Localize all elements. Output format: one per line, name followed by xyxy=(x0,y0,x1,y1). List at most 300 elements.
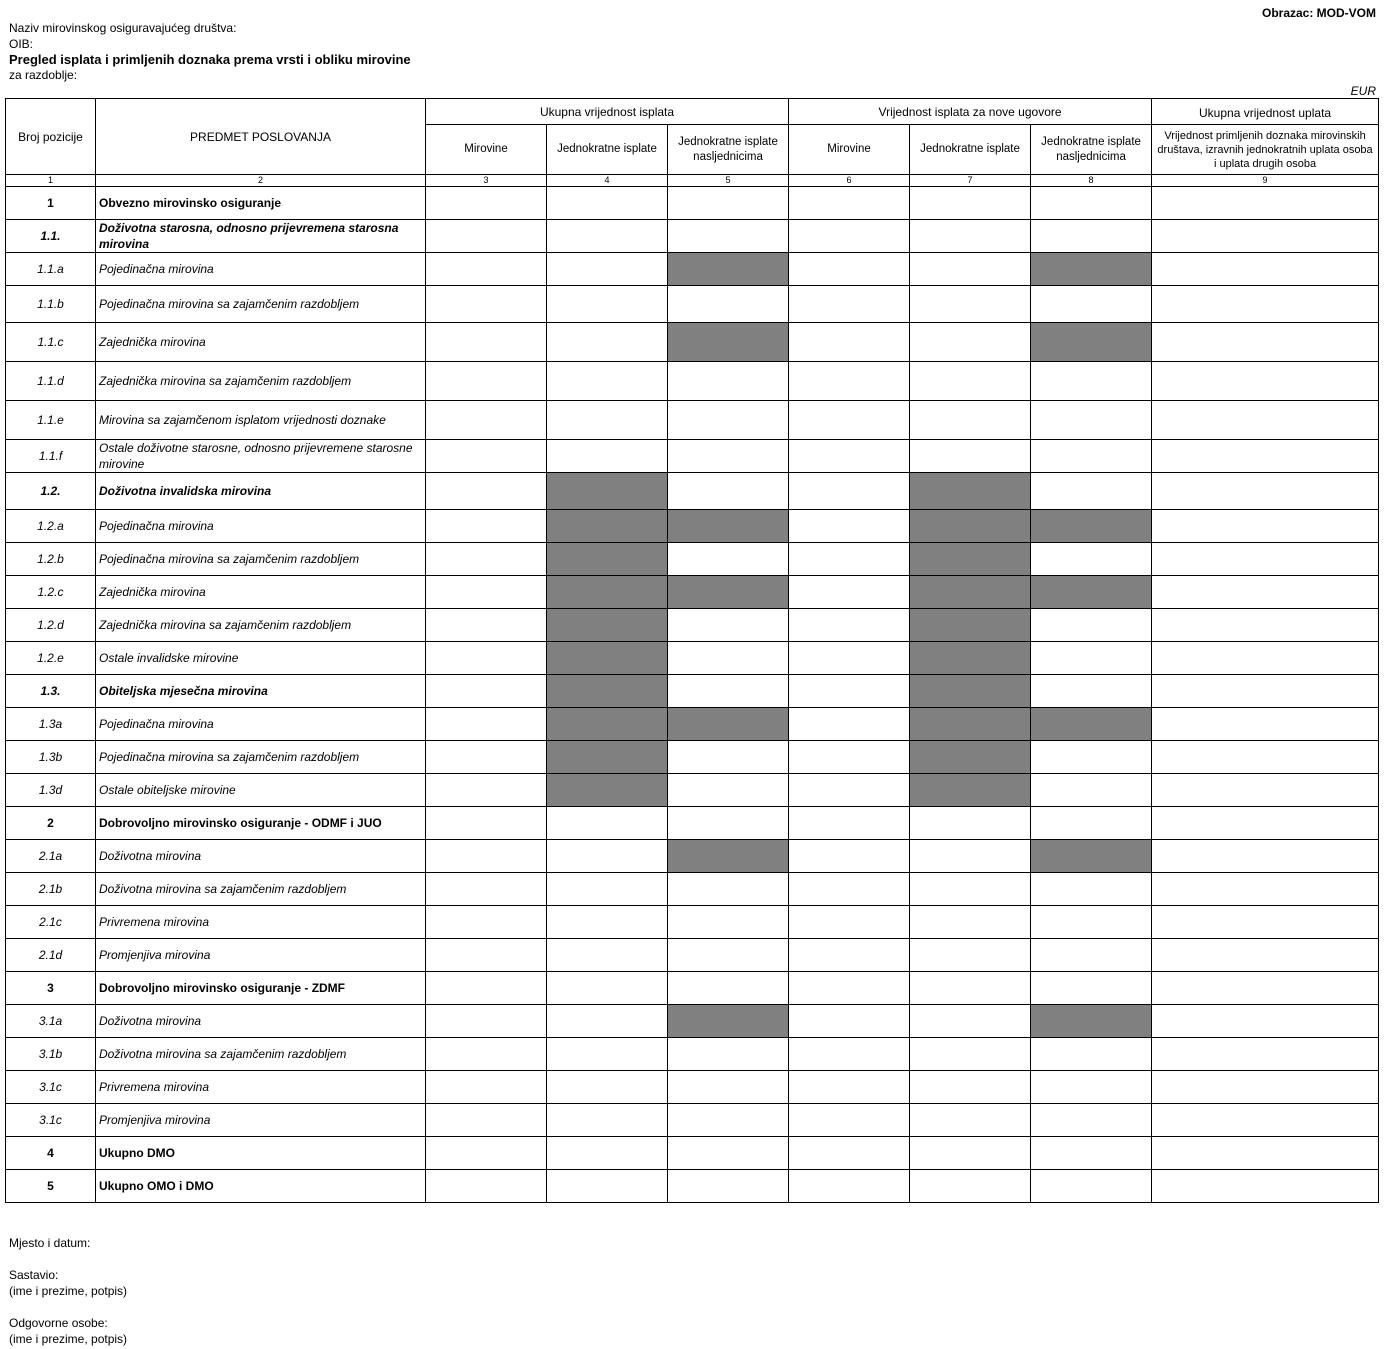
value-cell[interactable] xyxy=(910,840,1031,873)
value-cell[interactable] xyxy=(426,906,547,939)
row-position: 2.1a xyxy=(6,840,96,873)
value-cell[interactable] xyxy=(426,576,547,609)
value-cell[interactable] xyxy=(1152,906,1379,939)
value-cell[interactable] xyxy=(547,220,668,253)
value-cell[interactable] xyxy=(547,1038,668,1071)
header-pensions: Mirovine xyxy=(789,125,910,175)
value-cell[interactable] xyxy=(1031,642,1152,675)
form-code: Obrazac: MOD-VOM xyxy=(1261,6,1376,20)
table-row xyxy=(6,1137,1379,1170)
value-cell[interactable] xyxy=(547,840,668,873)
value-cell[interactable] xyxy=(1031,286,1152,323)
row-position: 1.1.b xyxy=(6,286,96,323)
value-cell[interactable] xyxy=(668,642,789,675)
value-cell[interactable] xyxy=(1152,1071,1379,1104)
value-cell[interactable] xyxy=(668,873,789,906)
row-position: 1.3d xyxy=(6,774,96,807)
shaded-cell xyxy=(910,708,1031,741)
value-cell[interactable] xyxy=(668,741,789,774)
value-cell[interactable] xyxy=(1152,939,1379,972)
row-label: Zajednička mirovina sa zajamčenim razdobljem xyxy=(96,609,426,642)
value-cell[interactable] xyxy=(426,1071,547,1104)
column-numbers-row xyxy=(6,175,1379,187)
table-row xyxy=(6,1071,1379,1104)
report-title: Pregled isplata i primljenih doznaka prema vrsti i obliku mirovine xyxy=(9,52,411,67)
value-cell[interactable] xyxy=(910,906,1031,939)
shaded-cell xyxy=(910,774,1031,807)
row-label: Ostale invalidske mirovine xyxy=(96,642,426,675)
value-cell[interactable] xyxy=(1152,840,1379,873)
value-cell[interactable] xyxy=(1031,972,1152,1005)
row-label: Pojedinačna mirovina xyxy=(96,510,426,543)
shaded-cell xyxy=(910,576,1031,609)
value-cell[interactable] xyxy=(789,840,910,873)
value-cell[interactable] xyxy=(789,401,910,440)
value-cell[interactable] xyxy=(426,1038,547,1071)
value-cell[interactable] xyxy=(1152,440,1379,473)
value-cell[interactable] xyxy=(1152,1038,1379,1071)
shaded-cell xyxy=(547,543,668,576)
value-cell[interactable] xyxy=(547,906,668,939)
row-position: 3.1c xyxy=(6,1071,96,1104)
value-cell[interactable] xyxy=(1031,1104,1152,1137)
value-cell[interactable] xyxy=(910,253,1031,286)
value-cell[interactable] xyxy=(789,906,910,939)
row-label: Privremena mirovina xyxy=(96,1071,426,1104)
value-cell[interactable] xyxy=(789,708,910,741)
value-cell[interactable] xyxy=(1031,741,1152,774)
table-row xyxy=(6,807,1379,840)
value-cell[interactable] xyxy=(1031,906,1152,939)
value-cell[interactable] xyxy=(1031,401,1152,440)
table-row xyxy=(6,609,1379,642)
value-cell[interactable] xyxy=(789,1005,910,1038)
table-row xyxy=(6,708,1379,741)
row-position: 3 xyxy=(6,972,96,1005)
value-cell[interactable] xyxy=(1031,807,1152,840)
value-cell[interactable] xyxy=(1031,1071,1152,1104)
value-cell[interactable] xyxy=(426,220,547,253)
value-cell[interactable] xyxy=(1152,807,1379,840)
value-cell[interactable] xyxy=(668,1137,789,1170)
value-cell[interactable] xyxy=(426,840,547,873)
shaded-cell xyxy=(668,253,789,286)
row-label: Pojedinačna mirovina xyxy=(96,253,426,286)
value-cell[interactable] xyxy=(426,510,547,543)
value-cell[interactable] xyxy=(426,1005,547,1038)
value-cell[interactable] xyxy=(910,972,1031,1005)
value-cell[interactable] xyxy=(668,774,789,807)
value-cell[interactable] xyxy=(547,187,668,220)
value-cell[interactable] xyxy=(1152,774,1379,807)
value-cell[interactable] xyxy=(426,708,547,741)
value-cell[interactable] xyxy=(1031,1038,1152,1071)
value-cell[interactable] xyxy=(668,362,789,401)
table-row xyxy=(6,774,1379,807)
value-cell[interactable] xyxy=(426,362,547,401)
period-label: za razdoblje: xyxy=(9,68,78,82)
value-cell[interactable] xyxy=(426,972,547,1005)
value-cell[interactable] xyxy=(789,543,910,576)
value-cell[interactable] xyxy=(426,609,547,642)
value-cell[interactable] xyxy=(789,972,910,1005)
value-cell[interactable] xyxy=(426,774,547,807)
value-cell[interactable] xyxy=(1031,1137,1152,1170)
value-cell[interactable] xyxy=(547,253,668,286)
row-label: Ukupno DMO xyxy=(96,1137,426,1170)
value-cell[interactable] xyxy=(668,675,789,708)
value-cell[interactable] xyxy=(1031,1170,1152,1203)
value-cell[interactable] xyxy=(547,362,668,401)
value-cell[interactable] xyxy=(668,939,789,972)
row-position: 1.3a xyxy=(6,708,96,741)
row-position: 1.1.f xyxy=(6,440,96,473)
value-cell[interactable] xyxy=(910,873,1031,906)
value-cell[interactable] xyxy=(426,401,547,440)
value-cell[interactable] xyxy=(1152,1104,1379,1137)
row-label: Promjenjiva mirovina xyxy=(96,1104,426,1137)
value-cell[interactable] xyxy=(1031,939,1152,972)
shaded-cell xyxy=(910,543,1031,576)
value-cell[interactable] xyxy=(1152,220,1379,253)
value-cell[interactable] xyxy=(1031,220,1152,253)
value-cell[interactable] xyxy=(426,807,547,840)
table-row xyxy=(6,220,1379,253)
value-cell[interactable] xyxy=(426,1170,547,1203)
value-cell[interactable] xyxy=(668,609,789,642)
row-position: 1 xyxy=(6,187,96,220)
shaded-cell xyxy=(910,510,1031,543)
value-cell[interactable] xyxy=(1152,708,1379,741)
shaded-cell xyxy=(910,473,1031,510)
value-cell[interactable] xyxy=(426,253,547,286)
shaded-cell xyxy=(1031,1005,1152,1038)
row-label: Zajednička mirovina xyxy=(96,576,426,609)
value-cell[interactable] xyxy=(1031,187,1152,220)
header-new-contracts: Vrijednost isplata za nove ugovore xyxy=(789,99,1152,125)
value-cell[interactable] xyxy=(910,362,1031,401)
value-cell[interactable] xyxy=(668,1071,789,1104)
value-cell[interactable] xyxy=(426,1137,547,1170)
shaded-cell xyxy=(910,675,1031,708)
value-cell[interactable] xyxy=(1152,401,1379,440)
value-cell[interactable] xyxy=(1152,473,1379,510)
value-cell[interactable] xyxy=(426,187,547,220)
column-number: 9 xyxy=(1152,175,1379,187)
value-cell[interactable] xyxy=(910,286,1031,323)
value-cell[interactable] xyxy=(789,510,910,543)
value-cell[interactable] xyxy=(426,323,547,362)
currency-label: EUR xyxy=(1350,84,1376,98)
shaded-cell xyxy=(668,840,789,873)
header-inflows-detail: Vrijednost primljenih doznaka mirovinskih društava, izravnih jednokratnih uplata osoba i uplata drugih osoba xyxy=(1152,125,1379,175)
compiled-by-hint: (ime i prezime, potpis) xyxy=(9,1284,128,1298)
header-lump-sum: Jednokratne isplate xyxy=(547,125,668,175)
value-cell[interactable] xyxy=(789,220,910,253)
header-position: Broj pozicije xyxy=(6,99,96,175)
header-subject: PREDMET POSLOVANJA xyxy=(96,99,426,175)
column-number: 1 xyxy=(6,175,96,187)
value-cell[interactable] xyxy=(426,1104,547,1137)
value-cell[interactable] xyxy=(426,939,547,972)
header-lump-sum-heirs: Jednokratne isplate nasljednicima xyxy=(668,125,789,175)
value-cell[interactable] xyxy=(789,323,910,362)
table-row xyxy=(6,1104,1379,1137)
value-cell[interactable] xyxy=(789,1038,910,1071)
value-cell[interactable] xyxy=(910,440,1031,473)
row-label: Pojedinačna mirovina xyxy=(96,708,426,741)
value-cell[interactable] xyxy=(547,1005,668,1038)
value-cell[interactable] xyxy=(547,323,668,362)
shaded-cell xyxy=(547,510,668,543)
shaded-cell xyxy=(547,642,668,675)
value-cell[interactable] xyxy=(547,440,668,473)
table-row xyxy=(6,286,1379,323)
row-position: 1.2.b xyxy=(6,543,96,576)
value-cell[interactable] xyxy=(1031,473,1152,510)
value-cell[interactable] xyxy=(547,939,668,972)
row-position: 1.2.c xyxy=(6,576,96,609)
shaded-cell xyxy=(547,741,668,774)
row-label: Ostale doživotne starosne, odnosno prijevremene starosne mirovine xyxy=(96,440,426,473)
company-name-label: Naziv mirovinskog osiguravajućeg društva: xyxy=(9,21,237,35)
header-total-payments: Ukupna vrijednost isplata xyxy=(426,99,789,125)
value-cell[interactable] xyxy=(1152,510,1379,543)
value-cell[interactable] xyxy=(547,401,668,440)
value-cell[interactable] xyxy=(910,220,1031,253)
shaded-cell xyxy=(910,642,1031,675)
value-cell[interactable] xyxy=(1152,741,1379,774)
column-number: 4 xyxy=(547,175,668,187)
value-cell[interactable] xyxy=(668,187,789,220)
value-cell[interactable] xyxy=(1152,576,1379,609)
value-cell[interactable] xyxy=(789,440,910,473)
header-pensions: Mirovine xyxy=(426,125,547,175)
table-row xyxy=(6,510,1379,543)
column-number: 5 xyxy=(668,175,789,187)
table-row xyxy=(6,840,1379,873)
oib-label: OIB: xyxy=(9,37,34,51)
responsible-hint: (ime i prezime, potpis) xyxy=(9,1332,128,1346)
value-cell[interactable] xyxy=(910,1005,1031,1038)
value-cell[interactable] xyxy=(1152,253,1379,286)
value-cell[interactable] xyxy=(789,473,910,510)
table-row xyxy=(6,906,1379,939)
value-cell[interactable] xyxy=(910,807,1031,840)
row-label: Zajednička mirovina sa zajamčenim razdobljem xyxy=(96,362,426,401)
table-row xyxy=(6,187,1379,220)
value-cell[interactable] xyxy=(1031,362,1152,401)
value-cell[interactable] xyxy=(1152,609,1379,642)
table-row xyxy=(6,1170,1379,1203)
row-label: Obvezno mirovinsko osiguranje xyxy=(96,187,426,220)
value-cell[interactable] xyxy=(789,807,910,840)
value-cell[interactable] xyxy=(910,323,1031,362)
value-cell[interactable] xyxy=(1031,873,1152,906)
value-cell[interactable] xyxy=(1152,873,1379,906)
table-row xyxy=(6,675,1379,708)
value-cell[interactable] xyxy=(789,873,910,906)
header-lump-sum-heirs: Jednokratne isplate nasljednicima xyxy=(1031,125,1152,175)
value-cell[interactable] xyxy=(789,286,910,323)
value-cell[interactable] xyxy=(1152,675,1379,708)
row-label: Ostale obiteljske mirovine xyxy=(96,774,426,807)
column-number: 8 xyxy=(1031,175,1152,187)
table-row xyxy=(6,543,1379,576)
value-cell[interactable] xyxy=(668,543,789,576)
value-cell[interactable] xyxy=(1031,543,1152,576)
value-cell[interactable] xyxy=(1152,642,1379,675)
value-cell[interactable] xyxy=(668,220,789,253)
value-cell[interactable] xyxy=(910,1104,1031,1137)
column-number: 2 xyxy=(96,175,426,187)
value-cell[interactable] xyxy=(1152,187,1379,220)
value-cell[interactable] xyxy=(426,675,547,708)
value-cell[interactable] xyxy=(789,1071,910,1104)
row-position: 1.1. xyxy=(6,220,96,253)
shaded-cell xyxy=(547,609,668,642)
value-cell[interactable] xyxy=(789,1104,910,1137)
value-cell[interactable] xyxy=(910,187,1031,220)
value-cell[interactable] xyxy=(910,1071,1031,1104)
shaded-cell xyxy=(547,473,668,510)
value-cell[interactable] xyxy=(1152,543,1379,576)
value-cell[interactable] xyxy=(789,1137,910,1170)
row-label: Ukupno OMO i DMO xyxy=(96,1170,426,1203)
shaded-cell xyxy=(1031,510,1152,543)
value-cell[interactable] xyxy=(668,1170,789,1203)
table-row xyxy=(6,362,1379,401)
value-cell[interactable] xyxy=(1031,440,1152,473)
value-cell[interactable] xyxy=(789,1170,910,1203)
value-cell[interactable] xyxy=(426,873,547,906)
shaded-cell xyxy=(668,1005,789,1038)
row-label: Dobrovoljno mirovinsko osiguranje - ODMF i JUO xyxy=(96,807,426,840)
shaded-cell xyxy=(668,510,789,543)
value-cell[interactable] xyxy=(547,873,668,906)
row-label: Pojedinačna mirovina sa zajamčenim razdobljem xyxy=(96,741,426,774)
value-cell[interactable] xyxy=(426,473,547,510)
row-position: 1.2.e xyxy=(6,642,96,675)
value-cell[interactable] xyxy=(910,1137,1031,1170)
value-cell[interactable] xyxy=(668,1104,789,1137)
value-cell[interactable] xyxy=(910,401,1031,440)
shaded-cell xyxy=(668,576,789,609)
value-cell[interactable] xyxy=(1152,1170,1379,1203)
row-position: 4 xyxy=(6,1137,96,1170)
value-cell[interactable] xyxy=(547,1071,668,1104)
shaded-cell xyxy=(668,323,789,362)
value-cell[interactable] xyxy=(789,774,910,807)
value-cell[interactable] xyxy=(1031,774,1152,807)
shaded-cell xyxy=(547,675,668,708)
row-label: Privremena mirovina xyxy=(96,906,426,939)
value-cell[interactable] xyxy=(547,1170,668,1203)
shaded-cell xyxy=(1031,708,1152,741)
value-cell[interactable] xyxy=(668,473,789,510)
value-cell[interactable] xyxy=(426,286,547,323)
value-cell[interactable] xyxy=(668,807,789,840)
value-cell[interactable] xyxy=(426,642,547,675)
table-row xyxy=(6,1038,1379,1071)
row-position: 1.1.a xyxy=(6,253,96,286)
row-label: Doživotna mirovina xyxy=(96,840,426,873)
compiled-by-label: Sastavio: xyxy=(9,1268,59,1282)
value-cell[interactable] xyxy=(1152,323,1379,362)
shaded-cell xyxy=(1031,323,1152,362)
value-cell[interactable] xyxy=(547,1137,668,1170)
value-cell[interactable] xyxy=(1152,1137,1379,1170)
value-cell[interactable] xyxy=(789,362,910,401)
value-cell[interactable] xyxy=(426,543,547,576)
row-position: 1.3. xyxy=(6,675,96,708)
value-cell[interactable] xyxy=(547,807,668,840)
table-row xyxy=(6,741,1379,774)
shaded-cell xyxy=(1031,840,1152,873)
value-cell[interactable] xyxy=(668,1038,789,1071)
value-cell[interactable] xyxy=(668,440,789,473)
value-cell[interactable] xyxy=(426,741,547,774)
value-cell[interactable] xyxy=(668,906,789,939)
value-cell[interactable] xyxy=(1152,286,1379,323)
row-label: Dobrovoljno mirovinsko osiguranje - ZDMF xyxy=(96,972,426,1005)
shaded-cell xyxy=(668,708,789,741)
value-cell[interactable] xyxy=(789,187,910,220)
value-cell[interactable] xyxy=(1031,609,1152,642)
value-cell[interactable] xyxy=(789,642,910,675)
row-position: 2 xyxy=(6,807,96,840)
column-number: 7 xyxy=(910,175,1031,187)
table-row xyxy=(6,401,1379,440)
value-cell[interactable] xyxy=(789,939,910,972)
value-cell[interactable] xyxy=(547,1104,668,1137)
value-cell[interactable] xyxy=(910,1170,1031,1203)
row-label: Promjenjiva mirovina xyxy=(96,939,426,972)
row-position: 5 xyxy=(6,1170,96,1203)
shaded-cell xyxy=(910,609,1031,642)
value-cell[interactable] xyxy=(668,972,789,1005)
value-cell[interactable] xyxy=(910,939,1031,972)
header-total-inflows: Ukupna vrijednost uplata xyxy=(1152,99,1379,125)
value-cell[interactable] xyxy=(789,741,910,774)
value-cell[interactable] xyxy=(910,1038,1031,1071)
row-label: Zajednička mirovina xyxy=(96,323,426,362)
row-label: Pojedinačna mirovina sa zajamčenim razdobljem xyxy=(96,543,426,576)
value-cell[interactable] xyxy=(668,286,789,323)
table-row xyxy=(6,642,1379,675)
value-cell[interactable] xyxy=(789,253,910,286)
row-position: 3.1a xyxy=(6,1005,96,1038)
row-position: 3.1c xyxy=(6,1104,96,1137)
value-cell[interactable] xyxy=(547,286,668,323)
value-cell[interactable] xyxy=(1152,1005,1379,1038)
value-cell[interactable] xyxy=(668,401,789,440)
value-cell[interactable] xyxy=(426,440,547,473)
value-cell[interactable] xyxy=(547,972,668,1005)
row-position: 1.3b xyxy=(6,741,96,774)
value-cell[interactable] xyxy=(1031,675,1152,708)
value-cell[interactable] xyxy=(789,675,910,708)
row-position: 1.2.d xyxy=(6,609,96,642)
value-cell[interactable] xyxy=(1152,362,1379,401)
header-lump-sum: Jednokratne isplate xyxy=(910,125,1031,175)
table-row xyxy=(6,323,1379,362)
value-cell[interactable] xyxy=(1152,972,1379,1005)
table-row xyxy=(6,253,1379,286)
value-cell[interactable] xyxy=(789,609,910,642)
row-label: Doživotna mirovina sa zajamčenim razdobljem xyxy=(96,1038,426,1071)
value-cell[interactable] xyxy=(789,576,910,609)
